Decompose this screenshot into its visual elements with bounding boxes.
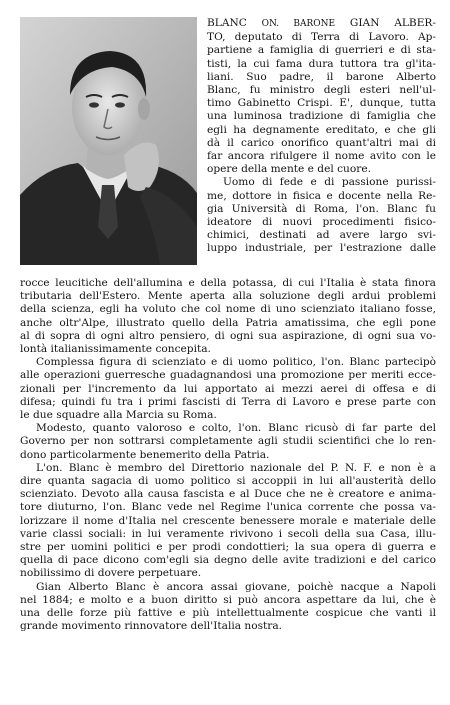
text-line: chimici, destinati ad avere largo svi- <box>207 229 436 242</box>
text-line: L'on. Blanc è membro del Direttorio nazionale del P. N. F. e non è a <box>36 461 436 474</box>
text-line: al di sopra di ogni altro pensiero, di ogni sua aspirazione, di ogni sua vo- <box>20 329 436 342</box>
text-line: far ancora rifulgere il nome avito con le <box>207 150 436 163</box>
text-line: liani. Suo padre, il barone Alberto <box>207 70 436 83</box>
portrait-photo <box>20 17 197 265</box>
text-line: dire quanta sagacia di uomo politico si accoppii in lui all'austerità dello <box>20 475 436 488</box>
text-line: nobilissimo di dovere perpetuare. <box>20 567 202 580</box>
text-line: Blanc, fu ministro degli esteri nell'ul- <box>207 84 436 97</box>
text-line: tributaria dell'Estero. Mente aperta alla soluzione degli ardui problemi <box>20 290 436 303</box>
article-heading <box>207 17 436 31</box>
text-line: varie classi sociali: in lui veramente rivivono i secoli della sua Casa, illu- <box>20 527 436 540</box>
text-line: opere della mente e del cuore. <box>207 163 371 176</box>
text-line: difesa; quindi fu tra i primi fascisti di Terra di Lavoro e prese parte con <box>20 395 436 408</box>
heading-name-cont: GIAN ALBER- <box>349 17 436 29</box>
text-line: grande movimento rinnovatore dell'Italia nostra. <box>20 620 283 633</box>
text-line: Modesto, quanto valoroso e colto, l'on. Blanc ricusò di far parte del <box>36 422 436 435</box>
text-line: ideatore di nuovi procedimenti fisico- <box>207 216 436 229</box>
text-line: gia Università di Roma, l'on. Blanc fu <box>207 202 436 215</box>
text-line: lontà italianissimamente concepita. <box>20 343 211 356</box>
text-line: stre per uomini politici e per prodi condottieri; la sua opera di guerra e <box>20 541 436 554</box>
text-line: una delle forze più fattive e più intellettualmente cospicue che vanti il <box>20 607 436 620</box>
full-width-text <box>20 277 436 633</box>
text-line: luppo industriale, per l'estrazione dalle <box>207 242 436 255</box>
text-line: le due squadre alla Marcia su Roma. <box>20 409 217 422</box>
text-line: dono particolarmente benemerito della Patria. <box>20 448 270 461</box>
text-line: zionali per l'incremento da lui apportato ai mezzi aerei di offesa e di <box>20 382 436 395</box>
text-line: partiene a famiglia di guerrieri e di sta- <box>207 44 436 57</box>
text-line: Uomo di fede e di passione purissi- <box>223 176 436 189</box>
text-line: della scienza, egli ha voluto che col nome di uno scienziato italiano fosse, <box>20 303 436 316</box>
text-line: nel 1884; e molto e a buon diritto si può ancora aspettare da lui, che è <box>20 593 436 606</box>
text-line: rocce leucitiche dell'allumina e della potassa, di cui l'Italia è stata finora <box>20 277 436 289</box>
text-line: anche oltr'Alpe, illustrato quello della Patria amatissima, che egli pone <box>20 316 436 329</box>
text-line: tisti, la cui fama dura tuttora tra gl'ita- <box>207 57 436 70</box>
text-line: tore diuturno, l'on. Blanc vede nel Regime l'unica corrente che possa va- <box>20 501 436 514</box>
text-line: dà il carico onorifico quant'altri mai di <box>207 136 436 149</box>
text-line: una luminosa tradizione di famiglia che <box>207 110 436 123</box>
text-line: Gian Alberto Blanc è ancora assai giovane, poichè nacque a Napoli <box>36 580 436 593</box>
text-line: lorizzare il nome d'Italia nel crescente benessere morale e materiale delle <box>20 514 436 527</box>
right-column-text <box>207 17 436 256</box>
heading-title: ON. BARONE <box>261 19 336 29</box>
text-line: me, dottore in fisica e docente nella Re- <box>207 189 436 202</box>
heading-name: BLANC <box>207 17 247 29</box>
text-line: alle operazioni guerresche guadagnandosi una promozione per meriti ecce- <box>20 369 436 382</box>
text-line: quella di pace dicono com'egli sia degno delle avite tradizioni e del carico <box>20 554 436 567</box>
text-line: scienziato. Devoto alla causa fascista e al Duce che ne è creatore e anima- <box>20 488 436 501</box>
text-line: egli ha degnamente ereditato, e che gli <box>207 123 436 136</box>
text-line: timo Gabinetto Crispi. E', dunque, tutta <box>207 97 436 110</box>
text-line: Governo per non sottrarsi completamente agli studii scientifici che lo ren- <box>20 435 436 448</box>
text-line: TO, deputato di Terra di Lavoro. Ap- <box>207 31 436 44</box>
text-line: Complessa figura di scienziato e di uomo politico, l'on. Blanc partecipò <box>36 356 436 369</box>
